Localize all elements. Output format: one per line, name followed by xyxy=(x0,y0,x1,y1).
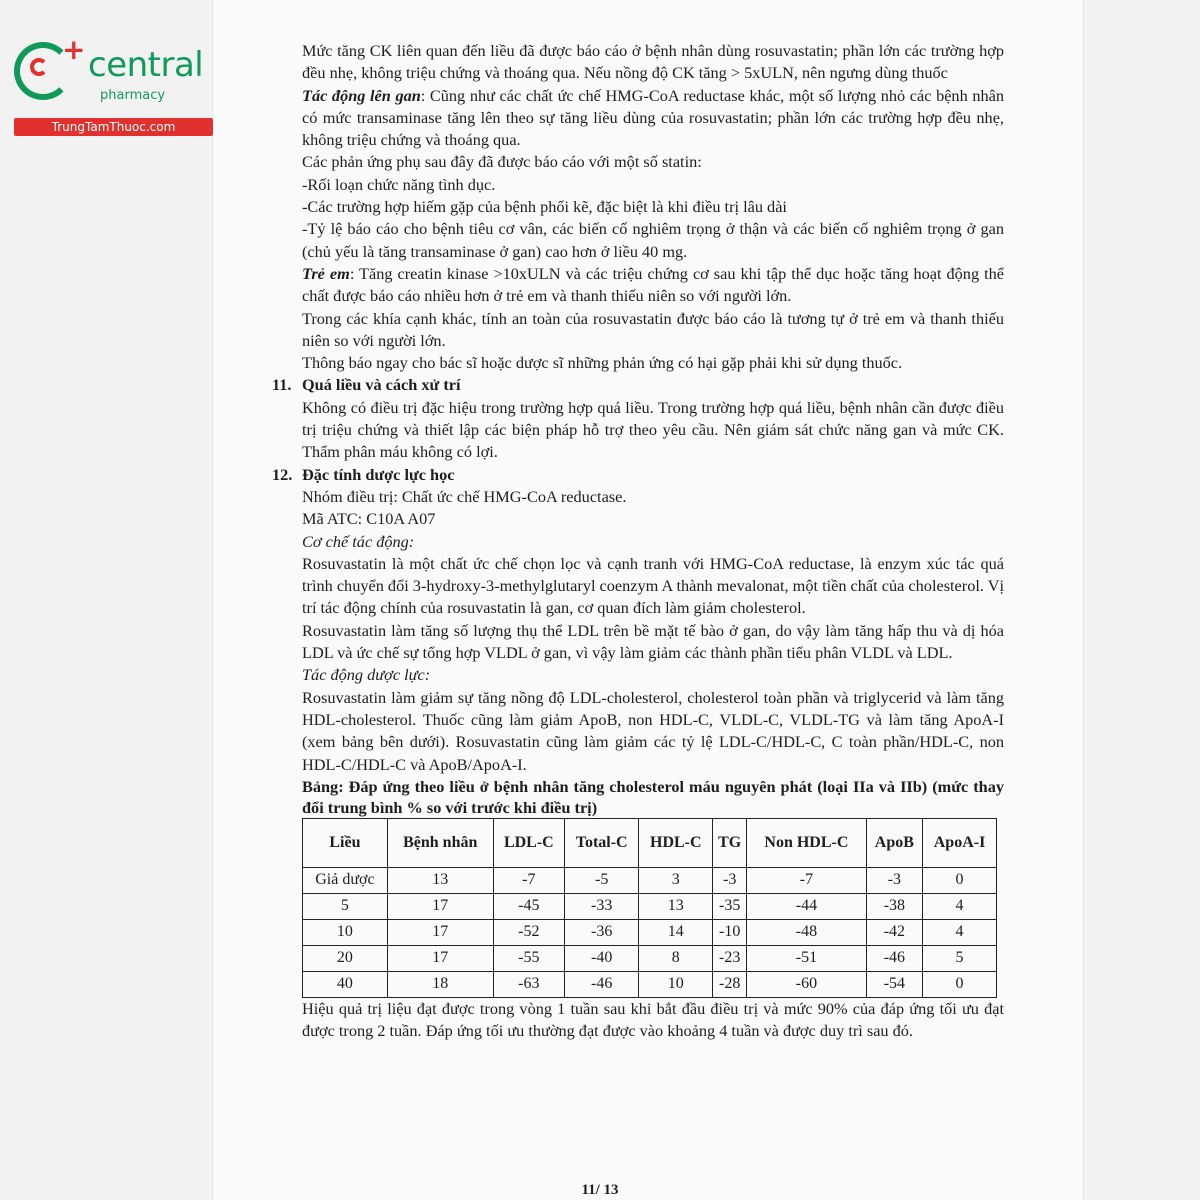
header-cell: Bệnh nhân xyxy=(387,818,493,867)
paragraph-children xyxy=(302,263,1004,308)
table-cell: -60 xyxy=(747,971,867,997)
children-lead: Trẻ em xyxy=(302,263,350,283)
table-row xyxy=(303,919,997,945)
table-cell: 0 xyxy=(923,971,997,997)
logo-url[interactable]: TrungTamThuoc.com xyxy=(14,118,213,136)
therapy-group: Nhóm điều trị: Chất ức chế HMG-CoA reductase. xyxy=(302,486,627,506)
logo-dot-icon xyxy=(30,58,48,76)
table-cell: 17 xyxy=(387,945,493,971)
table-cell: -35 xyxy=(713,893,747,919)
header-cell: HDL-C xyxy=(639,818,713,867)
table-cell: -45 xyxy=(493,893,564,919)
paragraph-safety: Trong các khía cạnh khác, tính an toàn của rosuvastatin được báo cáo là tương tự ở trẻ em và thanh thiếu niên so với người lớn. xyxy=(302,308,1004,350)
paragraph-ck: Mức tăng CK liên quan đến liều đã được báo cáo ở bệnh nhân dùng rosuvastatin; phần lớn các trường hợp đều nhẹ, không triệu chứng và thoáng qua. Nếu nồng độ CK tăng > 5xULN, nên ngưng dùng thuốc xyxy=(302,41,1004,83)
pharmacodynamics-paragraph: Rosuvastatin làm giảm sự tăng nồng độ LDL-cholesterol, cholesterol toàn phần và triglycerid và làm tăng HDL-cholesterol. Thuốc cũng làm giảm ApoB, non HDL-C, VLDL-C, VLDL-TG và làm tăng ApoA-I (xem bảng bên dưới). Rosuvastatin cũng làm giảm các tỷ lệ LDL-C/HDL-C, C toàn phần/HDL-C, non HDL-C/HDL-C và ApoB/ApoA-I. xyxy=(302,687,1004,774)
header-cell: ApoB xyxy=(866,818,922,867)
table-cell: -3 xyxy=(866,867,922,893)
table-cell: -38 xyxy=(866,893,922,919)
section-12-heading xyxy=(272,464,1004,486)
logo-subtitle: pharmacy xyxy=(100,88,166,103)
paragraph-notify: Thông báo ngay cho bác sĩ hoặc dược sĩ những phản ứng có hại gặp phải khi sử dụng thuốc. xyxy=(302,353,903,373)
section-11-heading xyxy=(272,374,1004,396)
table-row xyxy=(303,971,997,997)
table-cell: -51 xyxy=(747,945,867,971)
document-content xyxy=(272,40,1004,1042)
table-cell: -48 xyxy=(747,919,867,945)
mechanism-title: Cơ chế tác động: xyxy=(302,531,415,551)
logo-plus-icon: + xyxy=(62,33,86,66)
table-cell: -23 xyxy=(713,945,747,971)
table-cell: 4 xyxy=(923,893,997,919)
table-cell: 13 xyxy=(387,867,493,893)
table-cell: -28 xyxy=(713,971,747,997)
table-caption: Bảng: Đáp ứng theo liều ở bệnh nhân tăng cholesterol máu nguyên phát (loại IIa và IIb) (mức thay đổi trung bình % so với trước khi điều trị) xyxy=(302,776,1004,817)
atc-code: Mã ATC: C10A A07 xyxy=(302,509,436,529)
header-cell: TG xyxy=(713,818,747,867)
table-cell: 0 xyxy=(923,867,997,893)
table-cell: -3 xyxy=(713,867,747,893)
table-cell: 10 xyxy=(639,971,713,997)
paragraph-statin: Các phản ứng phụ sau đây đã được báo cáo với một số statin: xyxy=(302,152,702,172)
liver-text: : Cũng như các chất ức chế HMG-CoA reductase khác, một số lượng nhỏ các bệnh nhân có mức transaminase tăng lên theo sự tăng liều dùng của rosuvastatin; phần lớn các trường hợp đều nhẹ, không triệu chứng và thoáng qua. xyxy=(302,85,1004,150)
table-cell: 10 xyxy=(303,919,388,945)
section-11-number: 11. xyxy=(272,375,292,395)
table-row xyxy=(303,893,997,919)
pharmacodynamics-title: Tác động dược lực: xyxy=(302,665,431,685)
table-cell: 3 xyxy=(639,867,713,893)
table-cell: -7 xyxy=(747,867,867,893)
table-cell: -54 xyxy=(866,971,922,997)
logo-name: central xyxy=(88,45,204,85)
table-cell: 5 xyxy=(923,945,997,971)
section-12-title: Đặc tính dược lực học xyxy=(302,464,455,484)
table-cell: -46 xyxy=(866,945,922,971)
table-cell: 17 xyxy=(387,893,493,919)
page-number: 11/ 13 xyxy=(581,1182,619,1198)
table-cell: 13 xyxy=(639,893,713,919)
table-cell: -5 xyxy=(565,867,639,893)
table-cell: 18 xyxy=(387,971,493,997)
header-cell: ApoA-I xyxy=(923,818,997,867)
header-cell: Liều xyxy=(303,818,388,867)
dose-response-table xyxy=(302,818,997,998)
table-cell: -36 xyxy=(565,919,639,945)
mechanism-paragraph-1: Rosuvastatin là một chất ức chế chọn lọc và cạnh tranh với HMG-CoA reductase, là enzym xúc tác quá trình chuyển đổi 3-hydroxy-3-methylglutaryl coenzym A thành mevalonat, một tiền chất của cholesterol. Vị trí tác động chính của rosuvastatin là gan, cơ quan đích làm giảm cholesterol. xyxy=(302,553,1004,618)
paragraph-lung: -Các trường hợp hiếm gặp của bệnh phổi kẽ, đặc biệt là khi điều trị lâu dài xyxy=(302,197,787,217)
paragraph-sexual: -Rối loạn chức năng tình dục. xyxy=(302,174,496,194)
table-cell: 40 xyxy=(303,971,388,997)
table-row xyxy=(303,945,997,971)
header-cell: Total-C xyxy=(565,818,639,867)
liver-lead: Tác động lên gan xyxy=(302,85,421,105)
section-12-number: 12. xyxy=(272,464,293,484)
header-cell: LDL-C xyxy=(493,818,564,867)
paragraph-liver xyxy=(302,85,1004,152)
table-cell: -63 xyxy=(493,971,564,997)
table-cell: 5 xyxy=(303,893,388,919)
mechanism-paragraph-2: Rosuvastatin làm tăng số lượng thụ thể LDL trên bề mặt tế bào ở gan, do vậy làm tăng hấp thu và dị hóa LDL và ức chế sự tổng hợp VLDL ở gan, vì vậy làm giảm các thành phần tiểu phân VLDL và LDL. xyxy=(302,620,1004,663)
central-pharmacy-logo[interactable] xyxy=(8,33,213,136)
table-cell: -7 xyxy=(493,867,564,893)
table-cell: 14 xyxy=(639,919,713,945)
section-11-body: Không có điều trị đặc hiệu trong trường hợp quá liều. Trong trường hợp quá liều, bệnh nhân cần được điều trị triệu chứng và thiết lập các biện pháp hỗ trợ theo yêu cầu. Nên giám sát chức năng gan và mức CK. Thẩm phân máu không có lợi. xyxy=(302,397,1004,462)
table-cell: -52 xyxy=(493,919,564,945)
table-cell: Giả dược xyxy=(303,867,388,893)
stamp-mark xyxy=(1068,520,1088,720)
header-cell: Non HDL-C xyxy=(747,818,867,867)
paragraph-rate: -Tỷ lệ báo cáo cho bệnh tiêu cơ vân, các biến cố nghiêm trọng ở thận và các biến cố nghiêm trọng ở gan (chủ yếu là tăng transaminase ở gan) cao hơn ở liều 40 mg. xyxy=(302,219,1004,261)
table-cell: -33 xyxy=(565,893,639,919)
table-cell: -42 xyxy=(866,919,922,945)
table-cell: 8 xyxy=(639,945,713,971)
table-cell: -10 xyxy=(713,919,747,945)
table-cell: -40 xyxy=(565,945,639,971)
children-text: : Tăng creatin kinase >10xULN và các triệu chứng cơ sau khi tập thể dục hoặc tăng hoạt động thể chất được báo cáo nhiều hơn ở trẻ em và thanh thiếu niên so với người lớn. xyxy=(302,263,1004,306)
table-cell: -44 xyxy=(747,893,867,919)
table-row xyxy=(303,867,997,893)
table-cell: 17 xyxy=(387,919,493,945)
table-cell: -55 xyxy=(493,945,564,971)
after-table-paragraph: Hiệu quả trị liệu đạt được trong vòng 1 tuần sau khi bắt đầu điều trị và mức 90% của đáp ứng tối ưu đạt được trong 2 tuần. Đáp ứng tối ưu thường đạt được vào khoảng 4 tuần và được duy trì sau đó. xyxy=(302,998,1004,1041)
section-11-title: Quá liều và cách xử trí xyxy=(302,375,461,395)
table-cell: 20 xyxy=(303,945,388,971)
table-cell: 4 xyxy=(923,919,997,945)
table-cell: -46 xyxy=(565,971,639,997)
table-header-row xyxy=(303,818,997,867)
